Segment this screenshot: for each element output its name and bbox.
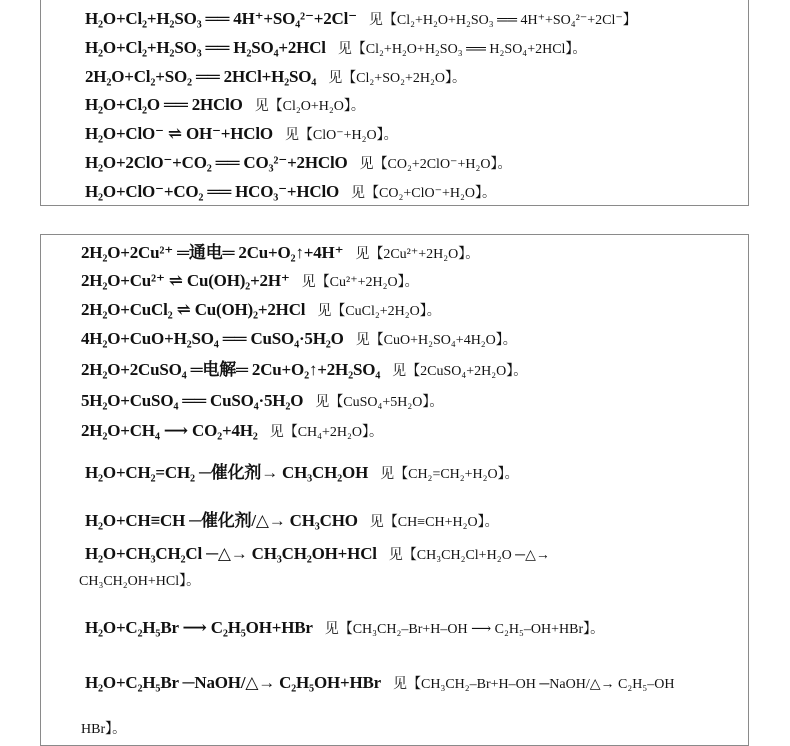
- reference: 见【CH₃CH₂–Br+H–OH ⟶ C₂H₅–OH+HBr】。: [324, 622, 605, 637]
- equation: H₂O+2ClO⁻+CO₂ ══ CO₃²⁻+2HClO: [85, 153, 348, 172]
- equation-line: [85, 38, 586, 60]
- reference: 见【2Cu²⁺+2H₂O】。: [355, 247, 480, 262]
- equation-line: [81, 300, 441, 322]
- equation-line: [81, 271, 419, 293]
- equation-line: [85, 124, 398, 146]
- equation: 2H₂O+CH₄ ⟶ CO₂+4H₂: [81, 421, 258, 440]
- reference: 见【CuO+H₂SO₄+4H₂O】。: [355, 333, 517, 348]
- equation-line: [85, 463, 519, 485]
- reference: 见【CO₂+2ClO⁻+H₂O】。: [359, 157, 512, 172]
- equation-line: [81, 360, 527, 382]
- equation-line: [85, 544, 550, 566]
- equation-line: [85, 511, 499, 533]
- reference: 见【Cl₂+SO₂+2H₂O】。: [328, 71, 466, 86]
- reference: 见【CH≡CH+H₂O】。: [369, 515, 499, 530]
- equation-line-continuation: [81, 719, 126, 740]
- equation: 2H₂O+2CuSO₄ ═电解═ 2Cu+O₂↑+2H₂SO₄: [81, 360, 381, 379]
- equation: 4H₂O+CuO+H₂SO₄ ══ CuSO₄·5H₂O: [81, 329, 344, 348]
- equation-line: [85, 95, 365, 117]
- reference: 见【Cl₂+H₂O+H₂SO₃ ══ 4H⁺+SO₄²⁻+2Cl⁻】: [368, 13, 637, 28]
- equation-line: [81, 329, 517, 351]
- reaction-panel-2: [40, 234, 749, 746]
- equation-line-continuation: [79, 571, 200, 592]
- reference: 见【CO₂+ClO⁻+H₂O】。: [351, 186, 496, 201]
- equation-line: [81, 421, 383, 443]
- reaction-panel-1: [40, 0, 749, 206]
- reference: 见【2CuSO₄+2H₂O】。: [392, 364, 528, 379]
- equation: H₂O+C₂H₅Br ⟶ C₂H₅OH+HBr: [85, 618, 313, 637]
- equation-line: [85, 9, 637, 31]
- equation: H₂O+ClO⁻+CO₂ ══ HCO₃⁻+HClO: [85, 182, 340, 201]
- equation: H₂O+C₂H₅Br ─NaOH/△→ C₂H₅OH+HBr: [85, 673, 381, 692]
- equation: 2H₂O+Cl₂+SO₂ ══ 2HCl+H₂SO₄: [85, 67, 317, 86]
- reference: 见【Cl₂+H₂O+H₂SO₃ ══ H₂SO₄+2HCl】。: [337, 42, 587, 57]
- equation: H₂O+Cl₂+H₂SO₃ ══ H₂SO₄+2HCl: [85, 38, 326, 57]
- reference: 见【CH₃CH₂–Br+H–OH ─NaOH/△→ C₂H₅–OH: [393, 677, 675, 692]
- equation: H₂O+CH≡CH ─催化剂/△→ CH₃CHO: [85, 511, 358, 530]
- equation-line: [85, 153, 511, 175]
- equation: H₂O+Cl₂O ══ 2HClO: [85, 95, 243, 114]
- equation: H₂O+CH₂=CH₂ ─催化剂→ CH₃CH₂OH: [85, 463, 369, 482]
- equation: H₂O+Cl₂+H₂SO₃ ══ 4H⁺+SO₄²⁻+2Cl⁻: [85, 9, 357, 28]
- equation: 2H₂O+Cu²⁺ ⇌ Cu(OH)₂+2H⁺: [81, 271, 290, 290]
- equation-line: [85, 618, 604, 640]
- equation-line: [81, 391, 443, 413]
- equation-line: [85, 67, 466, 89]
- equation: 2H₂O+2Cu²⁺ ═通电═ 2Cu+O₂↑+4H⁺: [81, 243, 344, 262]
- equation: H₂O+ClO⁻ ⇌ OH⁻+HClO: [85, 124, 273, 143]
- reference: 见【ClO⁻+H₂O】。: [284, 128, 398, 143]
- reference: 见【CH₃CH₂Cl+H₂O ─△→: [388, 548, 550, 563]
- reference-continuation: HBr】。: [81, 722, 127, 737]
- reference: 见【CuCl₂+2H₂O】。: [317, 304, 441, 319]
- equation-line: [81, 243, 479, 265]
- equation: 5H₂O+CuSO₄ ══ CuSO₄·5H₂O: [81, 391, 304, 410]
- reference-continuation: CH₃CH₂OH+HCl】。: [79, 574, 201, 589]
- equation-line: [85, 182, 496, 204]
- reference: 见【Cl₂O+H₂O】。: [254, 99, 365, 114]
- reference: 见【CH₂=CH₂+H₂O】。: [380, 467, 519, 482]
- equation-line: [85, 673, 674, 695]
- reference: 见【CH₄+2H₂O】。: [269, 425, 384, 440]
- reference: 见【Cu²⁺+2H₂O】。: [301, 275, 419, 290]
- equation: H₂O+CH₃CH₂Cl ─△→ CH₃CH₂OH+HCl: [85, 544, 377, 563]
- reference: 见【CuSO₄+5H₂O】。: [315, 395, 444, 410]
- equation: 2H₂O+CuCl₂ ⇌ Cu(OH)₂+2HCl: [81, 300, 306, 319]
